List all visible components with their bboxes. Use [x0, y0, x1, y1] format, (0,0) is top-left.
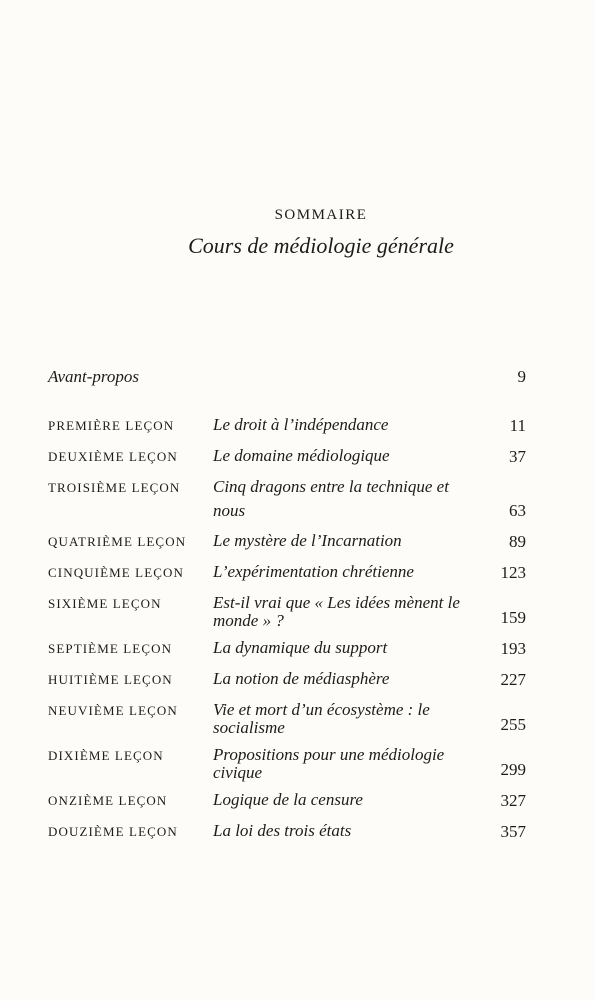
- toc-entry: [48, 529, 526, 554]
- toc-entry: [48, 698, 526, 737]
- lecon-title: Est-il vrai que « Les idées mènent le monde » ?: [213, 593, 460, 630]
- book-subtitle: Cours de médiologie générale: [188, 233, 454, 258]
- toc-entry: [48, 636, 526, 661]
- toc-list: [48, 413, 526, 850]
- lecon-page: 227: [500, 670, 526, 689]
- lecon-page: 357: [500, 822, 526, 841]
- lecon-title: La loi des trois états: [213, 821, 352, 840]
- lecon-title: Vie et mort d’un écosystème : le socialisme: [213, 700, 430, 737]
- lecon-title: Le domaine médiologique: [213, 446, 390, 465]
- toc-entry: [48, 413, 526, 438]
- lecon-page: 89: [509, 532, 526, 551]
- lecon-page: 299: [500, 760, 526, 779]
- lecon-label: HUITIÈME LEÇON: [48, 672, 173, 687]
- lecon-title: Le mystère de l’Incarnation: [213, 531, 402, 550]
- toc-entry: [48, 743, 526, 782]
- toc-entry: [48, 475, 526, 523]
- lecon-label: PREMIÈRE LEÇON: [48, 418, 175, 433]
- lecon-label: NEUVIÈME LEÇON: [48, 703, 178, 718]
- lecon-title: L’expérimentation chrétienne: [213, 562, 414, 581]
- avant-propos-title: Avant-propos: [48, 367, 139, 386]
- lecon-page: 11: [509, 416, 526, 435]
- lecon-page: 63: [509, 501, 526, 520]
- toc-entry: [48, 667, 526, 692]
- lecon-title: Logique de la censure: [213, 790, 363, 809]
- lecon-title: Cinq dragons entre la technique et nous: [213, 477, 449, 520]
- lecon-label: QUATRIÈME LEÇON: [48, 534, 187, 549]
- lecon-title: Le droit à l’indépendance: [213, 415, 389, 434]
- lecon-label: SIXIÈME LEÇON: [48, 596, 162, 611]
- toc-entry: [48, 444, 526, 469]
- lecon-page: 255: [500, 715, 526, 734]
- lecon-page: 123: [500, 563, 526, 582]
- toc-entry: [48, 788, 526, 813]
- toc-entry: [48, 591, 526, 630]
- toc-entry: [48, 819, 526, 844]
- lecon-label: CINQUIÈME LEÇON: [48, 565, 185, 580]
- lecon-label: TROISIÈME LEÇON: [48, 480, 181, 495]
- lecon-label: DEUXIÈME LEÇON: [48, 449, 178, 464]
- avant-propos-page: 9: [517, 367, 526, 386]
- toc-label: SOMMAIRE: [274, 207, 368, 223]
- lecon-label: DOUZIÈME LEÇON: [48, 824, 178, 839]
- lecon-page: 159: [500, 608, 526, 627]
- lecon-title: La dynamique du support: [213, 638, 388, 657]
- lecon-page: 327: [500, 791, 526, 810]
- toc-heading: [0, 205, 594, 261]
- lecon-title: Propositions pour une médiologie civique: [213, 745, 445, 782]
- lecon-label: ONZIÈME LEÇON: [48, 793, 168, 808]
- lecon-page: 37: [509, 447, 526, 466]
- lecon-label: DIXIÈME LEÇON: [48, 748, 164, 763]
- lecon-title: La notion de médiasphère: [213, 669, 390, 688]
- lecon-label: SEPTIÈME LEÇON: [48, 641, 173, 656]
- lecon-page: 193: [500, 639, 526, 658]
- toc-entry: [48, 560, 526, 585]
- avant-propos-entry: [48, 366, 526, 388]
